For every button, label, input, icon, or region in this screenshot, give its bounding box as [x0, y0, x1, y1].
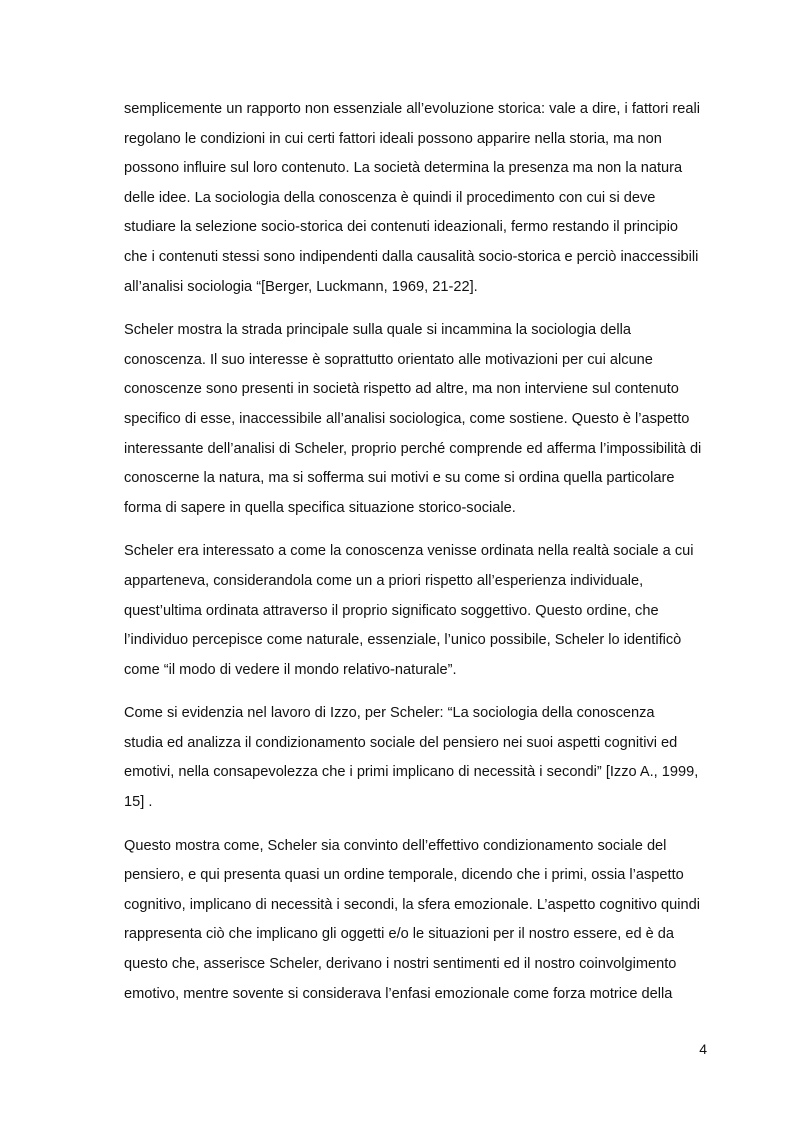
paragraph-2 — [124, 316, 714, 523]
text-line: Scheler mostra la strada principale sulla quale si incammina la sociologia della — [124, 322, 631, 339]
text-line: conoscenza. Il suo interesse è soprattutto orientato alle motivazioni per cui alcune — [124, 351, 653, 368]
paragraph-3 — [124, 537, 714, 685]
text-line: apparteneva, considerandola come un a priori rispetto all’esperienza individuale, — [124, 572, 644, 589]
page-number: 4 — [699, 1041, 707, 1057]
text-line: l’individuo percepisce come naturale, essenziale, l’unico possibile, Scheler lo identificò — [124, 632, 682, 649]
text-line: regolano le condizioni in cui certi fattori ideali possono apparire nella storia, ma non — [124, 130, 662, 147]
text-line: studiare la selezione socio-storica dei contenuti ideazionali, fermo restando il principio — [124, 219, 679, 236]
text-line: emotivo, mentre sovente si considerava l’enfasi emozionale come forza motrice della — [124, 985, 673, 1002]
text-line: studia ed analizza il condizionamento sociale del pensiero nei suoi aspetti cognitivi ed — [124, 734, 678, 751]
body-text — [124, 95, 714, 1009]
text-line: conoscerne la natura, ma si sofferma sui motivi e su come si ordina quella particolare — [124, 470, 675, 487]
paragraph-5 — [124, 832, 714, 1010]
text-line: quest’ultima ordinata attraverso il proprio significato soggettivo. Questo ordine, che — [124, 602, 659, 619]
paragraph-4 — [124, 699, 714, 817]
paragraph-spacer — [124, 523, 714, 537]
text-line: cognitivo, implicano di necessità i secondi, la sfera emozionale. L’aspetto cognitivo quindi — [124, 896, 700, 913]
text-line: forma di sapere in quella specifica situazione storico-sociale. — [124, 499, 516, 516]
text-line: come “il modo di vedere il mondo relativo-naturale”. — [124, 661, 457, 678]
paragraph-1 — [124, 95, 714, 302]
text-line: semplicemente un rapporto non essenziale all’evoluzione storica: vale a dire, i fattori reali — [124, 101, 700, 117]
text-line: questo che, asserisce Scheler, derivano i nostri sentimenti ed il nostro coinvolgimento — [124, 956, 677, 973]
text-line: emotivi, nella consapevolezza che i primi implicano di necessità i secondi” [Izzo A., 1999, — [124, 764, 699, 781]
text-line: 15] . — [124, 794, 153, 811]
text-line: delle idee. La sociologia della conoscenza è quindi il procedimento con cui si deve — [124, 189, 656, 206]
text-line: Questo mostra come, Scheler sia convinto dell’effettivo condizionamento sociale del — [124, 837, 667, 854]
text-line: all’analisi sociologia “[Berger, Luckmann, 1969, 21-22]. — [124, 278, 478, 295]
paragraph-spacer — [124, 818, 714, 832]
text-line: pensiero, e qui presenta quasi un ordine temporale, dicendo che i primi, ossia l’aspetto — [124, 867, 684, 884]
paragraph-spacer — [124, 685, 714, 699]
text-line: possono influire sul loro contenuto. La società determina la presenza ma non la natura — [124, 160, 683, 177]
text-line: specifico di esse, inaccessibile all’analisi sociologica, come sostiene. Questo è l’aspetto — [124, 410, 690, 427]
text-line: conoscenze sono presenti in società rispetto ad altre, ma non interviene sul contenuto — [124, 381, 679, 398]
text-line: Scheler era interessato a come la conoscenza venisse ordinata nella realtà sociale a cui — [124, 543, 694, 560]
text-line: che i contenuti stessi sono indipendenti dalla causalità socio-storica e perciò inaccessibili — [124, 248, 699, 265]
text-line: rappresenta ciò che implicano gli oggetti e/o le situazioni per il nostro essere, ed è da — [124, 926, 675, 943]
paragraph-spacer — [124, 302, 714, 316]
text-line: interessante dell’analisi di Scheler, proprio perché comprende ed afferma l’impossibilità di — [124, 440, 702, 457]
text-line: Come si evidenzia nel lavoro di Izzo, per Scheler: “La sociologia della conoscenza — [124, 705, 655, 722]
